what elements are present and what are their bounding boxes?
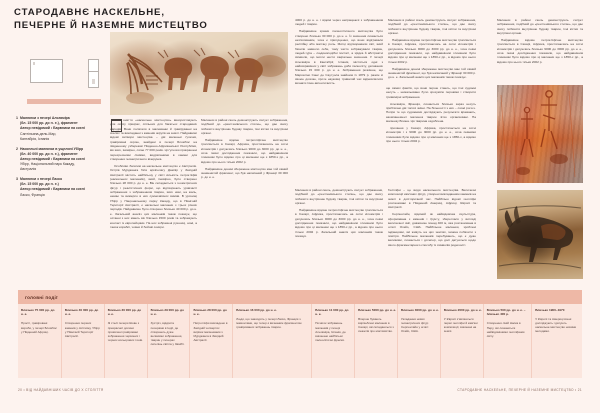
timeline-event-date: Близько 500 рр. до н. е. – близько 400 р. bbox=[486, 308, 526, 317]
timeline-events-row bbox=[18, 304, 582, 378]
timeline-event-description: Створення перших каменів у світлому, Убірр у Північній Території Австралії. bbox=[64, 321, 100, 338]
caption-place: Сантільяна-дель-Мар, bbox=[20, 131, 57, 136]
paragraph: Найдавніше відоме петрогліфічне мистецтво трапляється в Сахарі, Африка, простягаючись на сотні кілометрів і датуючись близько 9000 до 3000 рр. до н. е., хоча певні дослідження показали, що найдавнішим глиняним було відомо про ці малюнки ще з 1850-х рр., а відомо про нього тільки 2002 р. bbox=[201, 137, 288, 164]
paragraph: Найдавніше відоме петрогліфічне мистецтво трапляється в Сахарі, Африка, простягаючись на сотні кілометрів і датуючись близько 9000 до 3000 рр. до н. е., хоча певні дослідження показали, що найдавнішим глиняним було відомо про ці малюнки ще з 1850-х рр., а відомо про нього тільки 2002 р. bbox=[388, 37, 476, 64]
caption-region: Кантабрія, Іспанія bbox=[20, 136, 50, 141]
timeline-event bbox=[232, 304, 311, 378]
timeline-event-description: У Європі з'являються перші геогліфи й кам'яні композиції, виконані на землі. bbox=[443, 317, 478, 334]
timeline-event bbox=[483, 304, 532, 378]
timeline-event-description: Прості, гравіровані вироби, у печері Бломбос у Південній Африці. bbox=[21, 321, 57, 334]
paragraph: 4000 р. до н. е. і відомі через непрацюючі з зображенням людей і тварин. bbox=[295, 18, 383, 27]
page-title-line-1: СТАРОДАВНЄ НАСКЕЛЬНЕ, bbox=[14, 7, 165, 18]
caption-place: Ласко, Франція bbox=[20, 192, 45, 197]
timeline-event-date: Близько 75 000 рр. до н. е. bbox=[21, 308, 55, 317]
caption-item bbox=[12, 116, 104, 142]
page-footer bbox=[0, 388, 600, 398]
body-column-e bbox=[388, 188, 476, 250]
paragraph: Найдавніше донині збережене мистецтво має той самий знаменитий фрагмент, що був написаний у Франції 30 000 р. до н. е. bbox=[201, 166, 288, 180]
timeline-event bbox=[189, 304, 232, 378]
caption-item bbox=[12, 147, 104, 173]
timeline-event-description: Люди, що знаходять у печері Ласко, Франція з мамонтами, що тепер є визнаним фрагментом гравірованих зображень тварин. bbox=[236, 317, 302, 330]
paragraph: Найдавніше донині збережене мистецтво має той самий знаменитий фрагмент, що був написаний у Франції 30 000 р. до н. е. Загальний аналіз цих малюнків також показує. bbox=[388, 66, 476, 80]
timeline-event-description: Зустріч, відкрита печерами в Індії, де створюють дуже великими зображення, тварин у печерах склепінь світла у Замбії. bbox=[150, 321, 185, 346]
timeline-event-date: Близько 28 000 рр. до н. е. bbox=[193, 308, 227, 317]
timeline-panel bbox=[18, 290, 582, 378]
timeline-event-description: Початок зображень малюнків у печері Альтаміра, Іспанія, де виконано найбільші палеолітичні фрески. bbox=[315, 321, 346, 342]
thumbnail-tick bbox=[92, 79, 95, 84]
caption-title: Малюнки з печері Альтаміра bbox=[20, 116, 70, 120]
thumbnail-placeholder-1 bbox=[30, 59, 63, 83]
caption-date: (бл. 15 000 рр. до н. е.), фрагмент bbox=[20, 121, 78, 126]
paragraph: Особливо багатим на наскельне мистецтво є Австралія. Острів Мурджанга біля архіпелагу Дампір у Західній Австралії містить найбільшу у світі кількість петрогліфів (наскельних малюнків), який, імовірно, було створено близько 28 000 р. до н. е. Він складається з геометричних фігур і реалістичних форм, що відтворюють уривчасті зображення з зображенням тварин, яких нині, на жаль, немає та вимерло в них сумнозвісних вимив. В урочищі Убірр у Національному парку Какаду, що в Північній Території Австралії, є наскельні малюнки з трьох різних періодів. Найдавніше було створено близько 40 000 р. до н. е. Загальний аналіз цих малюнків також показує, що останні з них мають вік близько 1500 років та зображують контакт із європейцями. На них зображені рушниці, ножі, а також кораблі, човни й бойові сокири. bbox=[110, 164, 197, 229]
cave-painting-figures-icon bbox=[110, 32, 288, 115]
image-cave-painting-horses bbox=[110, 32, 288, 115]
footer-left: 20 • ВІД НАЙДАВНІШИХ ЧАСІВ ДО X СТОЛІТТЯ bbox=[18, 388, 104, 392]
page-title-line-2: ПЕЧЕРНЕ Й НАЗЕМНЕ МИСТЕЦТВО bbox=[14, 20, 208, 31]
timeline-event-date: Близько 16 000 рр. до н. е. bbox=[236, 308, 277, 312]
caption-credit: Автор невідомий • Барвники на скелі bbox=[20, 126, 85, 131]
timeline-event bbox=[397, 304, 440, 378]
caption-date: (бл. 15 000 рр. до н. е.) bbox=[20, 182, 59, 187]
timeline-event-date: Близько 3000 рр. до н. е. bbox=[400, 308, 439, 312]
image-lascaux-bison bbox=[497, 190, 583, 279]
paragraph: оняття «наскельне мистецтво» використовують для опису прикрас, спільних для багатьох стародавніх народів. Вони полягали в малюванні й гравіруванні на скелях та викладанні з каменів округів на землі. Найдавніші відомі витвори мистецтва – дві маленькі ґулечки, гравіровані охрою, знайдені в печері Бломбос на південному узбережжі Південно-Африканської Республіки, вік яких, імовірно, сягає 77 000 років. Ці ґулечки прикрашені перехресними лініями, видряпаними в камені для створення геометричного візерунка. bbox=[110, 118, 197, 162]
timeline-event-date: Близько 5000 рр. до н. е. bbox=[358, 308, 397, 312]
caption-number: 2 bbox=[16, 146, 18, 151]
timeline-event bbox=[61, 304, 104, 378]
footer-right: СТАРОДАВНЄ НАСКЕЛЬНЕ, ПЕЧЕРНЕ Й НАЗЕМНЕ МИСТЕЦТВО • 21 bbox=[457, 388, 582, 392]
thumbnail-divider bbox=[89, 71, 98, 72]
timeline-event-description: У Європі та Америці вчені досліджують і датують наскельне мистецтво новими методами. bbox=[535, 317, 577, 334]
caption-item bbox=[12, 177, 104, 198]
paragraph: Малюнки в районі скель демонструють силует зображення, подібний до «рентгенівського стилю», що дає змогу побачити внутрішню будову тварин, їхні кістки та внутрішні органи. bbox=[388, 18, 476, 36]
timeline-event-description: Створення ліній Наска в Перу, які лишаються найвідомішими геогліфами світу. bbox=[486, 321, 525, 338]
body-column-b bbox=[201, 118, 288, 182]
timeline-event bbox=[147, 304, 190, 378]
caption-number: 1 bbox=[16, 116, 18, 120]
paragraph: ще самих фактів, що вони перше стають, що їхні художні несуть – немальовано було зрозуміло першими і створити тривимірні зображення. bbox=[386, 86, 476, 99]
timeline-event-date: Близько 1900–1970 bbox=[535, 308, 565, 312]
paragraph: Серпентайн, відомий як найвідоміша скульптура, сформована з каменів і ґрунту, збереглася у вигляді величезної змії, довжиною понад 400 м, яка розташована в штаті Огайо, США. Найбільше малюнки, зроблені індіанцями, які живуть на цих землях, можна побачити з повітря. Найбільше малюнків перебувають, що є дуже великими, лишається і дотепер, що досі датуються щодо свого фрагментарного способу їх символів родючості. bbox=[388, 212, 476, 247]
caption-title: Малюнки з печері Ласко bbox=[20, 177, 63, 182]
timeline-title: головні події bbox=[25, 294, 58, 300]
body-column-c bbox=[295, 18, 383, 88]
image-rock-art-orange bbox=[497, 85, 583, 183]
paragraph: Найдавніше зразки палеолітичного мистецтва було створено близько 30 000 р. до н. е. Їх значення лишається нез'ясованим, хоча є припущення, що вони відігравали релігійну або магічну роль. Митці відтворювали світ, який бачили навколо себе, тому часто зображували тварин, людей-тура – людиноподібні постаті, а зрідка й абстрактні символи, що могли нести сакральне значення. У печері Альтаміра в Кантабрії, Іспанія, містяться одні з найяскравіших у світі зображень доби палеоліту, датованих близько 15 000 р. до н. е. Зображення розкішне, що Марселіно Санс де Саутуола знайшов їх 1879 р. разом зі своєю дочкою, проте науковці тривалий час відмовлялися визнати їхню автентичність. bbox=[295, 29, 383, 86]
paragraph: прохання у Сахарі, Африка, простягається на сотні кілометрів і з 9000 до 3000 рр. до н. е., хоча певними глиняними було відомо про ці малюнки ще з 1850-х, а відомо про нього тільки 2002 р. bbox=[386, 125, 476, 143]
page-title bbox=[14, 6, 208, 32]
timeline-event bbox=[104, 304, 147, 378]
paragraph: Малюнки в районі скель, демонструють силует зображення, подібний до «рентгенівського стилю», що дає змогу побачити внутрішню будову тварин, їхні кістки та внутрішні органи. bbox=[295, 188, 383, 206]
body-column-right-wrap bbox=[386, 86, 476, 146]
timeline-event-description: Петрогліфи викладено в Західній четвертих вирізок малюнками з Мурджанга в Західній Австралії. bbox=[193, 321, 228, 342]
timeline-header bbox=[18, 290, 582, 304]
body-column-a bbox=[110, 118, 197, 232]
caption-credit: Автор невідомий • Барвники на скелі bbox=[20, 187, 85, 192]
thumbnail-placeholder-2 bbox=[88, 59, 99, 88]
caption-date: (бл. 40 000 рр. до н. е.), фрагмент bbox=[20, 151, 78, 156]
timeline-event-date: Близько 40 000 рр. до н. е. bbox=[64, 308, 99, 317]
paragraph: Найдавніше відоме петрогліфічне мистецтво трапляється в Сахарі, Африка, простягаючись на сотні кілометрів і датуючись близько 9000 до 3000 рр. до н. е., хоча певні дослідження показали, що найдавнішим глиняним було відомо про ці малюнки ще з 1850-х рр., а відомо про нього тільки 2002 р. bbox=[497, 37, 583, 64]
paragraph: Малюнки в районі скель демонструють силует зображення, подібний до «рентгенівського стилю», що дає змогу побачити внутрішню будову тварин, їхні кістки та внутрішні органи. bbox=[201, 118, 288, 136]
accent-rule bbox=[27, 99, 101, 104]
body-column-f bbox=[295, 188, 383, 241]
caption-text bbox=[20, 116, 104, 142]
paragraph: Гео́гліфи – це види наскельного мистецтва. Величезні композиції кам'яних фігур, утворені викладанням каменів на землі в доісторичний час. Найбільш відомі геогліфи розташовані в Південній Америці, Африці, Європі та Австралії. bbox=[388, 188, 476, 210]
timeline-event-date: Близько 2000 рр. до н. е. bbox=[443, 308, 482, 312]
caption-title: Наскельні малюнки в ущелині Убірр bbox=[20, 146, 84, 151]
timeline-event-date: Близько 29 000 рр. до н. е. bbox=[150, 308, 185, 317]
caption-number: 3 bbox=[16, 177, 18, 182]
caption-region: Австралія bbox=[20, 167, 37, 172]
body-column-d bbox=[388, 18, 476, 82]
caption-place: Убірр, Національний парк Какаду, bbox=[20, 162, 75, 167]
timeline-event-date: Близько 30 000 рр. до н. е. bbox=[107, 308, 142, 317]
timeline-event bbox=[531, 304, 582, 378]
paragraph: Найдавніше відоме петрогліфічне мистецтво трапляється в Сахарі, Африка, простягаючись на сотні кілометрів і датуючись близько 9000 до 3000 рр. до н. е., хоча певні дослідження показали, що найдавнішим глиняним було відомо про ці малюнки ще з 1850-х рр., а відомо про нього тільки 2002 р. Загальний аналіз цих малюнків також показує. bbox=[295, 207, 383, 239]
timeline-event-description: Зі стелі печери Шове з прекрасної долини проявлені гравіровані зображення червоних і чорних кольорових тонів. bbox=[107, 321, 143, 342]
timeline-event bbox=[354, 304, 397, 378]
caption-text bbox=[20, 177, 104, 198]
timeline-event-date: Близько 11 000 рр. до н. е. bbox=[315, 308, 349, 317]
caption-text bbox=[20, 147, 104, 173]
timeline-event-description: Вперше бувають вирізьблені малюнки в Сахарі, які складаються з сюжетів про мисливство. bbox=[358, 317, 394, 334]
bison-painting-icon bbox=[497, 190, 583, 279]
paragraph: Малюнки в районі скель демонструють силует зображення, подібний до «рентгенівського стилю», що дає змогу побачити внутрішню будову тварин, їхні кістки та внутрішні органи. bbox=[497, 18, 583, 36]
body-column-right-top bbox=[497, 18, 583, 67]
caption-credit: Автор невідомий • Барвники на скелі bbox=[20, 156, 85, 161]
timeline-event bbox=[18, 304, 61, 378]
timeline-event bbox=[440, 304, 483, 378]
timeline-event-description: Укладання нових геометричних фігур Серпентайн у штаті Огайо, США. bbox=[400, 317, 429, 334]
timeline-event bbox=[311, 304, 354, 378]
rock-art-figure-icon bbox=[497, 85, 583, 183]
caption-list bbox=[12, 116, 104, 202]
paragraph: Альтаміра, Франція, лишається близько зараз несуть приблизно дві тисячі зміни. На більшості з них – схожі роги-ч. Попри те що художники досліджують результати вражають, акомпанемент малюнок тварин чітко організовані. На малюнку Бізона. Ця тварина оздоблена. bbox=[386, 101, 476, 123]
